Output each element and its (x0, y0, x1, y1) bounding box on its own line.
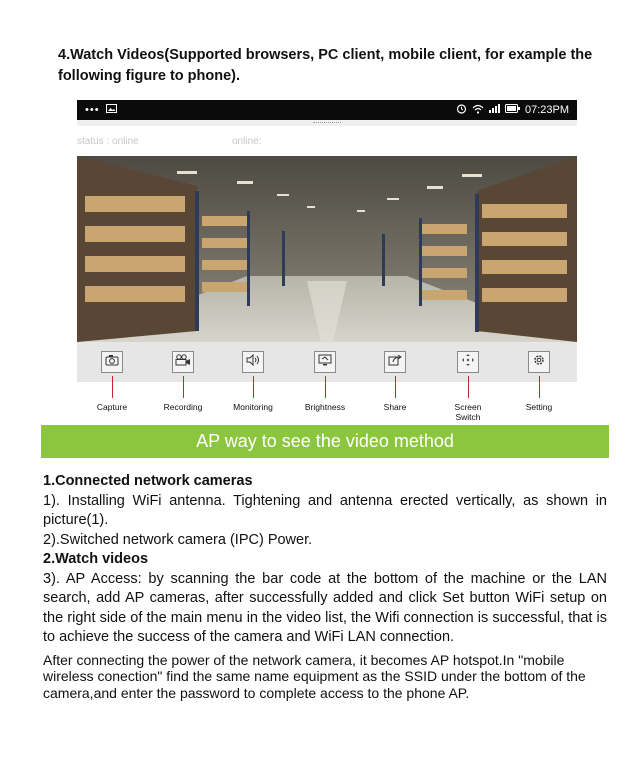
warehouse-video-image (77, 156, 577, 342)
recording-button[interactable] (172, 351, 194, 373)
callout-label-brightness: Brightness (304, 402, 346, 412)
section-title-watch: 2.Watch videos (43, 551, 149, 567)
step-install-antenna: 1). Installing WiFi antenna. Tightening and antenna erected vertically, as shown in picture(1). (43, 492, 607, 528)
step-power-on: 2).Switched network camera (IPC) Power. (43, 531, 313, 548)
callout-line (112, 376, 113, 398)
status-time: 07:23PM (524, 104, 569, 116)
video-feed[interactable] (77, 156, 577, 342)
callout-label-screen-switch: Screen Switch (454, 402, 482, 422)
section-heading: 4.Watch Videos(Supported browsers, PC client, mobile client, for example the following figure to phone). (58, 47, 593, 84)
status-dots: ••• (85, 104, 100, 116)
callout-line (539, 376, 540, 398)
capture-button[interactable] (101, 351, 123, 373)
brightness-button[interactable] (314, 351, 336, 373)
wifi-icon (472, 104, 484, 117)
callout-line (395, 376, 396, 398)
gallery-icon (106, 104, 117, 116)
callout-label-monitoring: Monitoring (233, 402, 273, 412)
camera-icon (105, 353, 119, 371)
screen-switch-icon (461, 353, 475, 372)
monitoring-button[interactable] (242, 351, 264, 373)
phone-status-bar (77, 100, 577, 120)
setting-button[interactable] (528, 351, 550, 373)
callout-line (468, 376, 469, 398)
online-text: online: (232, 136, 262, 147)
gear-icon (532, 353, 546, 372)
ap-way-banner: AP way to see the video method (41, 425, 609, 458)
callout-line (253, 376, 254, 398)
alarm-icon (456, 103, 467, 117)
toolbar-callouts (77, 376, 577, 426)
signal-icon (489, 104, 500, 116)
status-text: status : online (77, 136, 139, 147)
speaker-icon (245, 353, 261, 371)
screen-switch-button[interactable] (457, 351, 479, 373)
callout-line (325, 376, 326, 398)
phone-screenshot (77, 100, 577, 382)
callout-label-share: Share (383, 402, 407, 412)
callout-label-setting: Setting (525, 402, 553, 412)
share-button[interactable] (384, 351, 406, 373)
battery-icon (505, 104, 520, 116)
callout-label-capture: Capture (96, 402, 128, 412)
callout-line (183, 376, 184, 398)
callout-label-recording: Recording (163, 402, 203, 412)
brightness-icon (318, 353, 332, 371)
step-ap-access: 3). AP Access: by scanning the bar code at the bottom of the machine or the LAN search, add AP cameras, after successfully added and click Set button WiFi setup on the right side of the main menu in the video list, the Wifi connection is successful, that is to achieve the success of the camera and WiFi LAN connection. (43, 570, 607, 645)
video-recorder-icon (175, 353, 191, 371)
section-title-connect: 1.Connected network cameras (43, 473, 253, 489)
ap-hotspot-note: After connecting the power of the network camera, it becomes AP hotspot.In "mobile wireless conection" find the same name equipment as the SSID under the bottom of the camera,and enter the password to complete access to the phone AP. (43, 651, 586, 702)
camera-status-line (77, 126, 577, 156)
instructions-body (43, 472, 607, 702)
share-icon (388, 353, 402, 371)
